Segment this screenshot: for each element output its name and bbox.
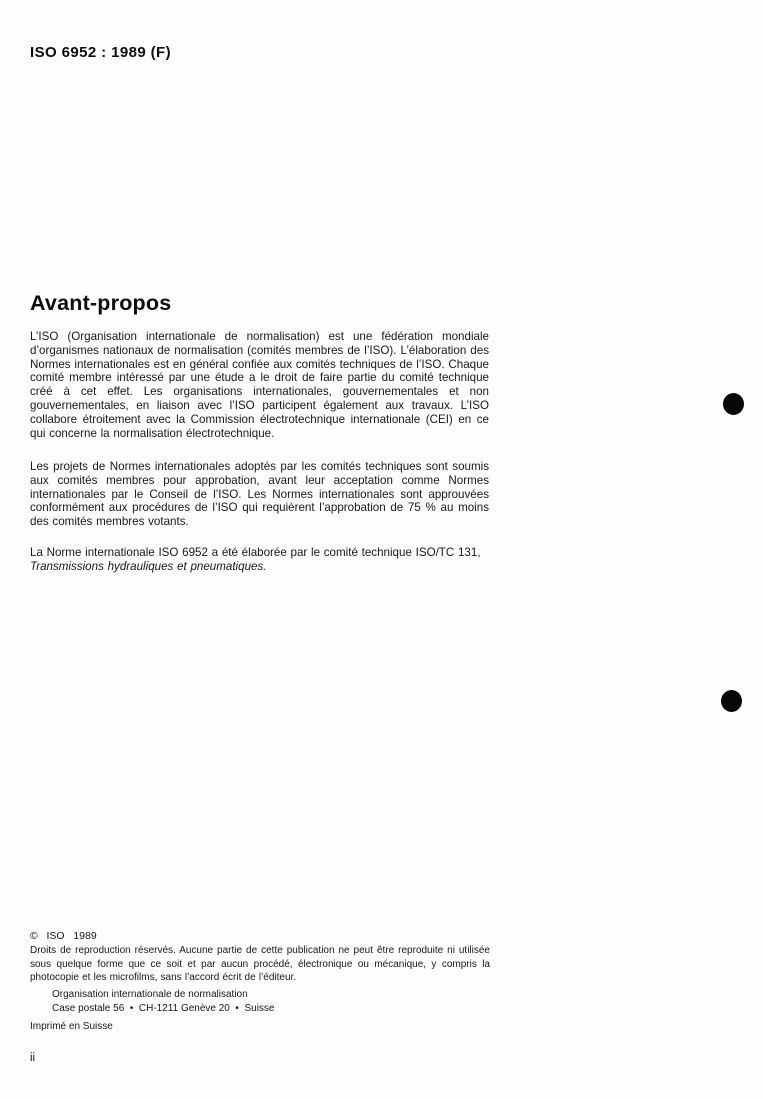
foreword-paragraph-3	[30, 546, 481, 574]
foreword-paragraph-1: L’ISO (Organisation internationale de normalisation) est une fédération mondiale d’organismes nationaux de normalisation (comités membres de l’ISO). L’élaboration des Normes internationales est en général confiée aux comités techniques de l’ISO. Chaque comité membre intéressé par une étude a le droit de faire partie du comité technique créé à cet effet. Les organisations internationales, gouvernementales et non gouvernementales, en liaison avec l’ISO participent également aux travaux. L’ISO collabore étroitement avec la Commission électrotechnique internationale (CEI) en ce qui concerne la normalisation électrotechnique.	[30, 330, 489, 440]
section-title: Avant-propos	[30, 291, 172, 315]
registration-dot-bottom	[721, 690, 742, 712]
printed-in-notice: Imprimé en Suisse	[30, 1020, 113, 1032]
registration-dot-top	[723, 393, 744, 415]
copyright-notice: Droits de reproduction réservés. Aucune partie de cette publication ne peut être reproduite ni utilisée sous quelque forme que ce soit et par aucun procédé, électronique ou mécanique, y compris la photocopie et les microfilms, sans l’accord écrit de l’éditeur.	[30, 945, 490, 984]
copyright-block	[30, 929, 490, 1033]
document-reference: ISO 6952 : 1989 (F)	[30, 44, 171, 61]
committee-name: Transmissions hydrauliques et pneumatiques.	[30, 559, 267, 573]
committee-sentence: La Norme internationale ISO 6952 a été élaborée par le comité technique ISO/TC 131,	[30, 546, 481, 559]
publisher-address: Case postale 56 • CH-1211 Genève 20 • Suisse	[52, 1003, 275, 1015]
publisher-block	[30, 988, 490, 1017]
publisher-name: Organisation internationale de normalisation	[52, 989, 248, 1001]
copyright-line: © ISO 1989	[30, 930, 97, 942]
foreword-paragraph-2: Les projets de Normes internationales adoptés par les comités techniques sont soumis aux comités membres pour approbation, avant leur acceptation comme Normes internationales par le Conseil de l’ISO. Les Normes internationales sont approuvées conformément aux procédures de l’ISO qui requièrent l’approbation de 75 % au moins des comités membres votants.	[30, 460, 489, 529]
page-number: ii	[30, 1052, 36, 1064]
